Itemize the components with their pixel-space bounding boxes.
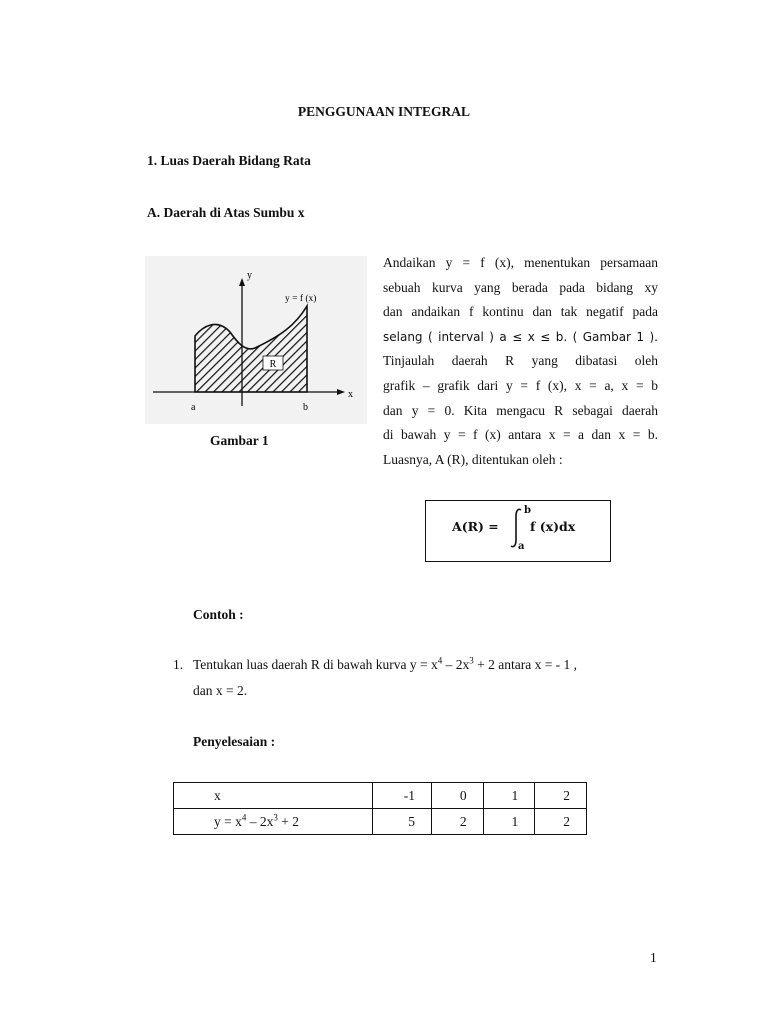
example-text: – 2x: [442, 657, 470, 672]
cell-text: y = x: [214, 813, 242, 829]
table-cell: 1: [483, 783, 535, 809]
figure-caption: Gambar 1: [210, 433, 269, 448]
exponent: 4: [437, 655, 443, 666]
table-cell: 5: [373, 809, 432, 835]
table-cell: -1: [373, 783, 432, 809]
formula-lower-limit: a: [518, 541, 525, 552]
a-label: a: [191, 402, 196, 413]
page-number: 1: [650, 950, 657, 965]
formula-upper-limit: b: [524, 505, 531, 516]
example-heading: Contoh :: [193, 607, 244, 622]
table-cell: 2: [431, 809, 483, 835]
b-label: b: [303, 402, 308, 413]
exponent: 3: [469, 655, 474, 666]
paragraph-line: Andaikan y = f (x), menentukan persamaan: [383, 255, 658, 270]
solution-heading: Penyelesaian :: [193, 734, 276, 749]
y-axis-label: y: [247, 270, 252, 281]
paragraph-line: sebuah kurva yang berada pada bidang xy: [383, 279, 658, 295]
formula-lhs: A(R) =: [452, 519, 499, 534]
values-table: [173, 782, 587, 835]
x-axis-label: x: [348, 389, 353, 400]
curve-label: y = f (x): [285, 294, 317, 304]
example-number: 1.: [173, 657, 184, 672]
table-cell: 1: [483, 809, 535, 835]
paragraph-line: dan andaikan f kontinu dan tak negatif pada: [383, 304, 658, 320]
paragraph-line: Tinjaulah daerah R yang dibatasi oleh: [383, 353, 658, 369]
exponent: 3: [273, 812, 278, 822]
example-text: + 2 antara x = - 1 ,: [473, 657, 578, 672]
definition-paragraph: [383, 251, 658, 472]
figure-graph: [145, 256, 367, 424]
table-cell: 2: [535, 809, 587, 835]
example-line-1: [193, 657, 577, 673]
paragraph-line: selang ( interval ) a ≤ x ≤ b. ( Gambar 1 ).: [383, 329, 658, 344]
region-label: R: [269, 359, 277, 370]
section-heading-a: A. Daerah di Atas Sumbu x: [147, 205, 305, 220]
table-row: [174, 783, 587, 809]
section-heading-1: 1. Luas Daerah Bidang Rata: [147, 153, 311, 168]
formula-integrand: f (x)dx: [530, 519, 576, 534]
paragraph-line: di bawah y = f (x) antara x = a dan x = b.: [383, 427, 658, 443]
figure-background: [145, 256, 367, 424]
table-row: [174, 809, 587, 835]
exponent: 4: [241, 812, 247, 822]
page-title: PENGGUNAAN INTEGRAL: [297, 104, 471, 119]
example-text: Tentukan luas daerah R di bawah kurva y = x: [193, 657, 438, 672]
formula-box: [425, 500, 611, 562]
example-line-2: dan x = 2.: [193, 683, 248, 698]
paragraph-line: dan y = 0. Kita mengacu R sebagai daerah: [383, 402, 658, 418]
cell-text: + 2: [277, 813, 299, 829]
paragraph-line: grafik – grafik dari y = f (x), x = a, x = b: [383, 377, 658, 393]
table-cell: 2: [535, 783, 587, 809]
table-cell: 0: [431, 783, 483, 809]
paragraph-line: Luasnya, A (R), ditentukan oleh :: [383, 451, 563, 467]
table-cell: [174, 809, 373, 835]
cell-text: – 2x: [246, 813, 274, 829]
table-cell: x: [174, 783, 373, 809]
